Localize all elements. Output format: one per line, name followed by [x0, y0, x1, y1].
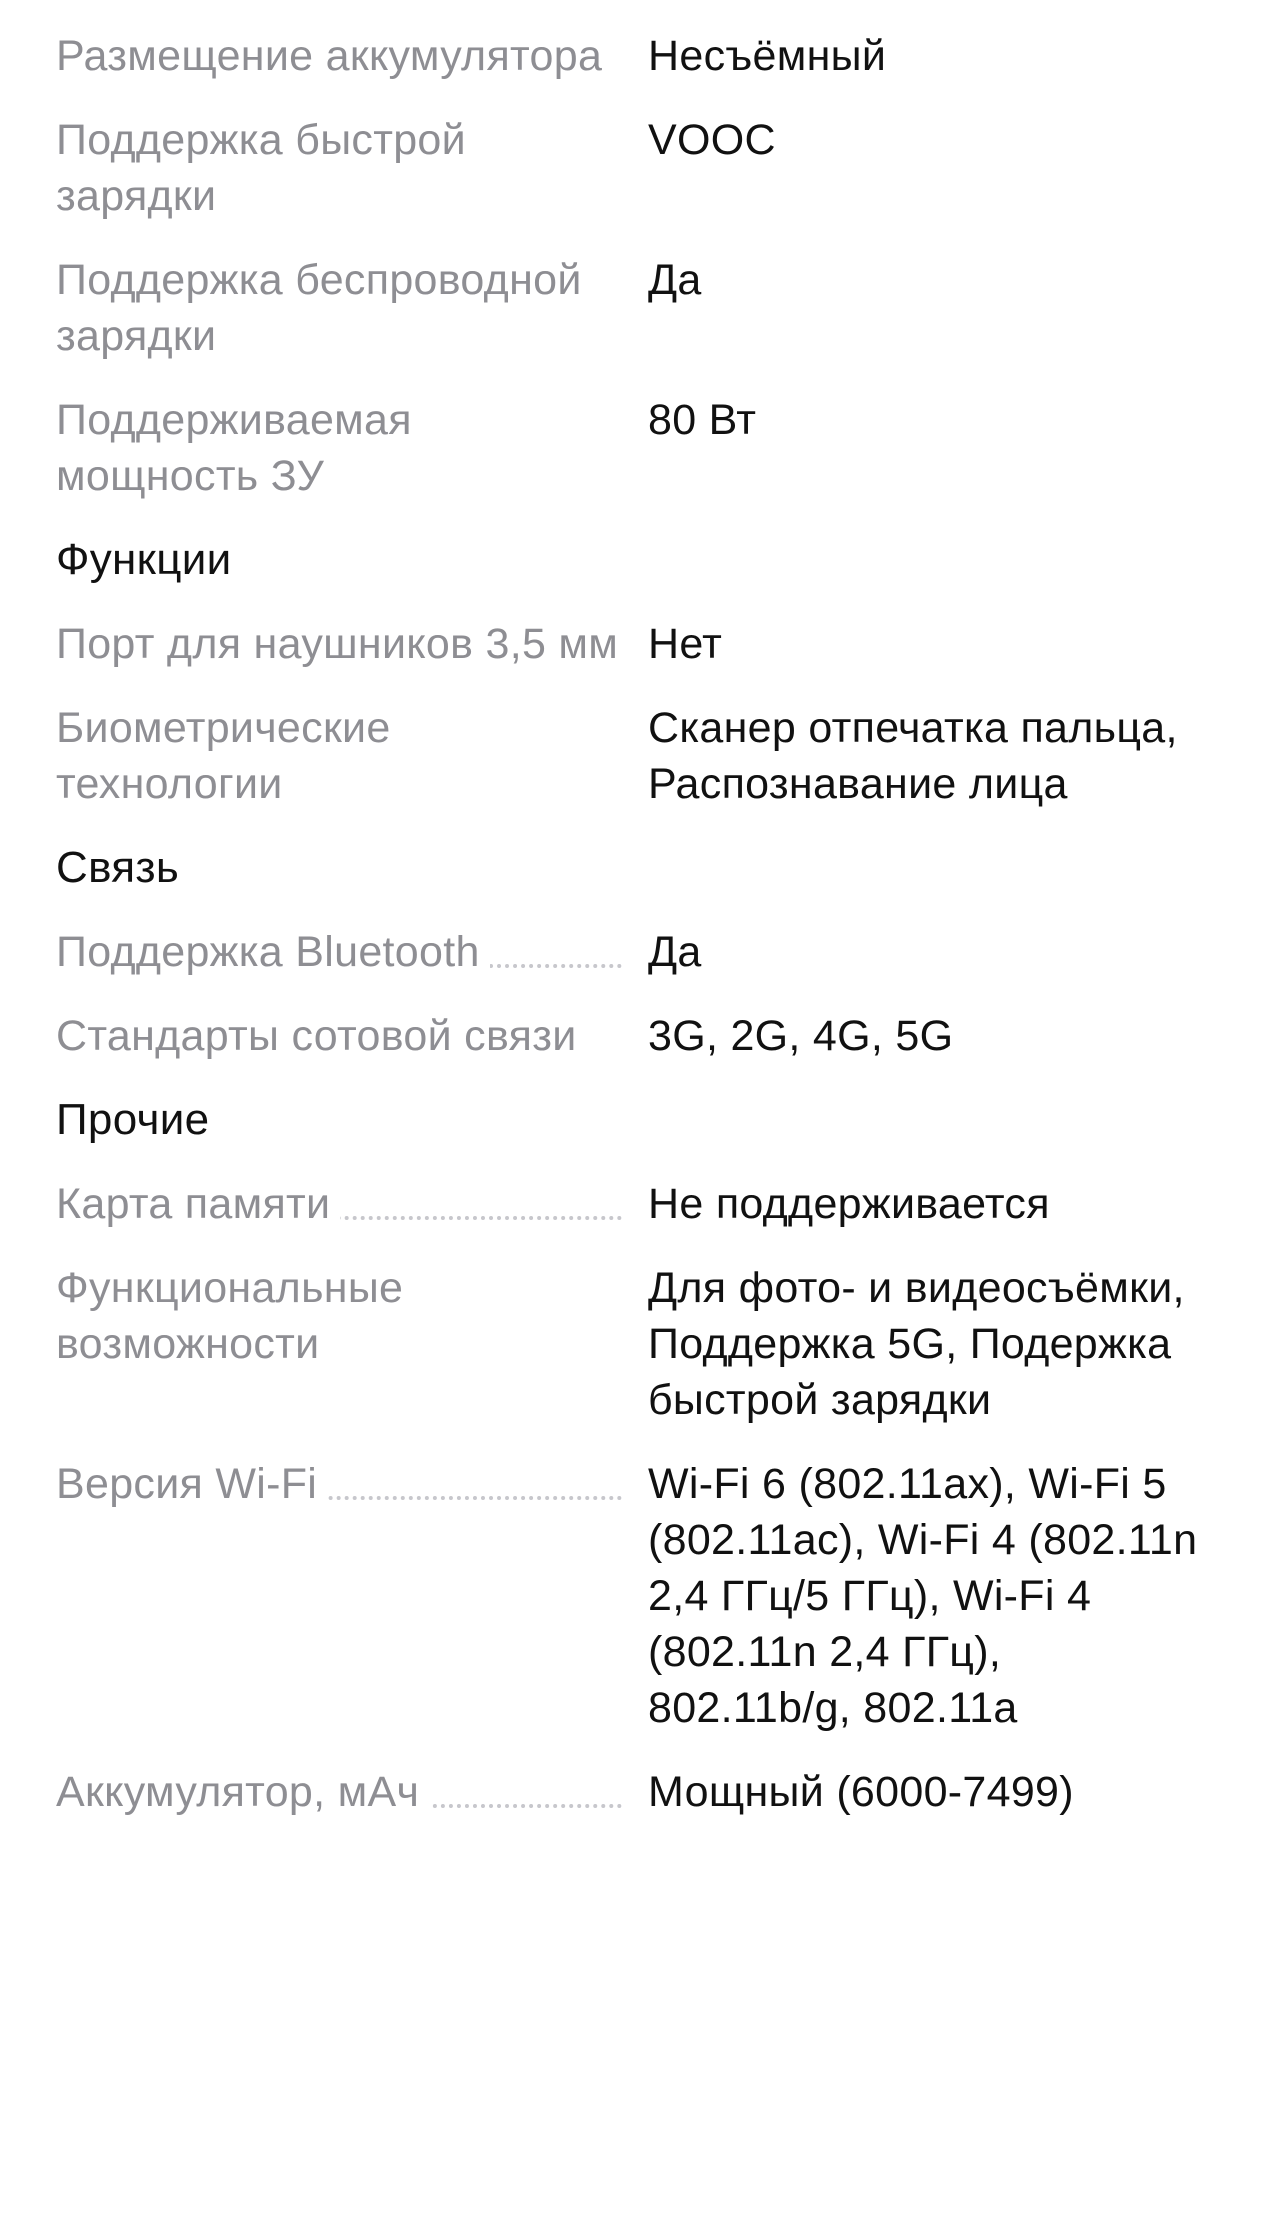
spec-row-bluetooth — [56, 924, 1215, 980]
spec-value: Мощный (6000-7499) — [648, 1768, 1074, 1816]
section-title-other: Прочие — [56, 1095, 210, 1144]
spec-value: Не поддерживается — [648, 1180, 1050, 1228]
spec-value: Нет — [648, 620, 723, 668]
spec-row-headphone-port — [56, 616, 1215, 672]
spec-name: Поддержка беспроводной зарядки — [56, 256, 582, 360]
spec-row-wifi-version — [56, 1456, 1215, 1736]
spec-name: Биометрические технологии — [56, 704, 391, 808]
section-title-connectivity: Связь — [56, 843, 180, 892]
spec-name: Размещение аккумулятора — [56, 32, 603, 80]
spec-name: Функциональные возможности — [56, 1264, 404, 1368]
spec-name: Аккумулятор, мАч — [56, 1764, 636, 1820]
spec-value: Несъёмный — [648, 32, 887, 80]
spec-value: 3G, 2G, 4G, 5G — [648, 1012, 954, 1060]
spec-value: Для фото- и видеосъёмки, Поддержка 5G, Подержка быстрой зарядки — [648, 1264, 1185, 1424]
spec-name: Поддержка быстрой зарядки — [56, 116, 466, 220]
spec-row-charger-power — [56, 392, 1215, 504]
spec-row-features — [56, 1260, 1215, 1428]
spec-value: Wi-Fi 6 (802.11ax), Wi-Fi 5 (802.11ac), Wi-Fi 4 (802.11n 2,4 ГГц/5 ГГц), Wi-Fi 4 (802.11n 2,4 ГГц), 802.11b/g, 802.11a — [648, 1460, 1198, 1732]
spec-value: Да — [648, 928, 702, 976]
spec-name: Порт для наушников 3,5 мм — [56, 620, 619, 668]
spec-name: Поддержка Bluetooth — [56, 924, 636, 980]
spec-value: VOOC — [648, 116, 776, 164]
spec-row-fast-charging — [56, 112, 1215, 224]
spec-row-battery-placement — [56, 28, 1215, 84]
spec-value: 80 Вт — [648, 396, 757, 444]
spec-value: Сканер отпечатка пальца, Распознавание лица — [648, 704, 1178, 808]
section-title-functions: Функции — [56, 535, 232, 584]
spec-name: Версия Wi-Fi — [56, 1456, 636, 1512]
spec-row-cellular-standards — [56, 1008, 1215, 1064]
spec-row-biometrics — [56, 700, 1215, 812]
spec-row-battery-capacity — [56, 1764, 1215, 1820]
spec-name: Поддерживаемая мощность ЗУ — [56, 396, 412, 500]
spec-name: Карта памяти — [56, 1176, 636, 1232]
spec-name: Стандарты сотовой связи — [56, 1012, 577, 1060]
spec-value: Да — [648, 256, 702, 304]
spec-row-wireless-charging — [56, 252, 1215, 364]
spec-row-memory-card — [56, 1176, 1215, 1232]
